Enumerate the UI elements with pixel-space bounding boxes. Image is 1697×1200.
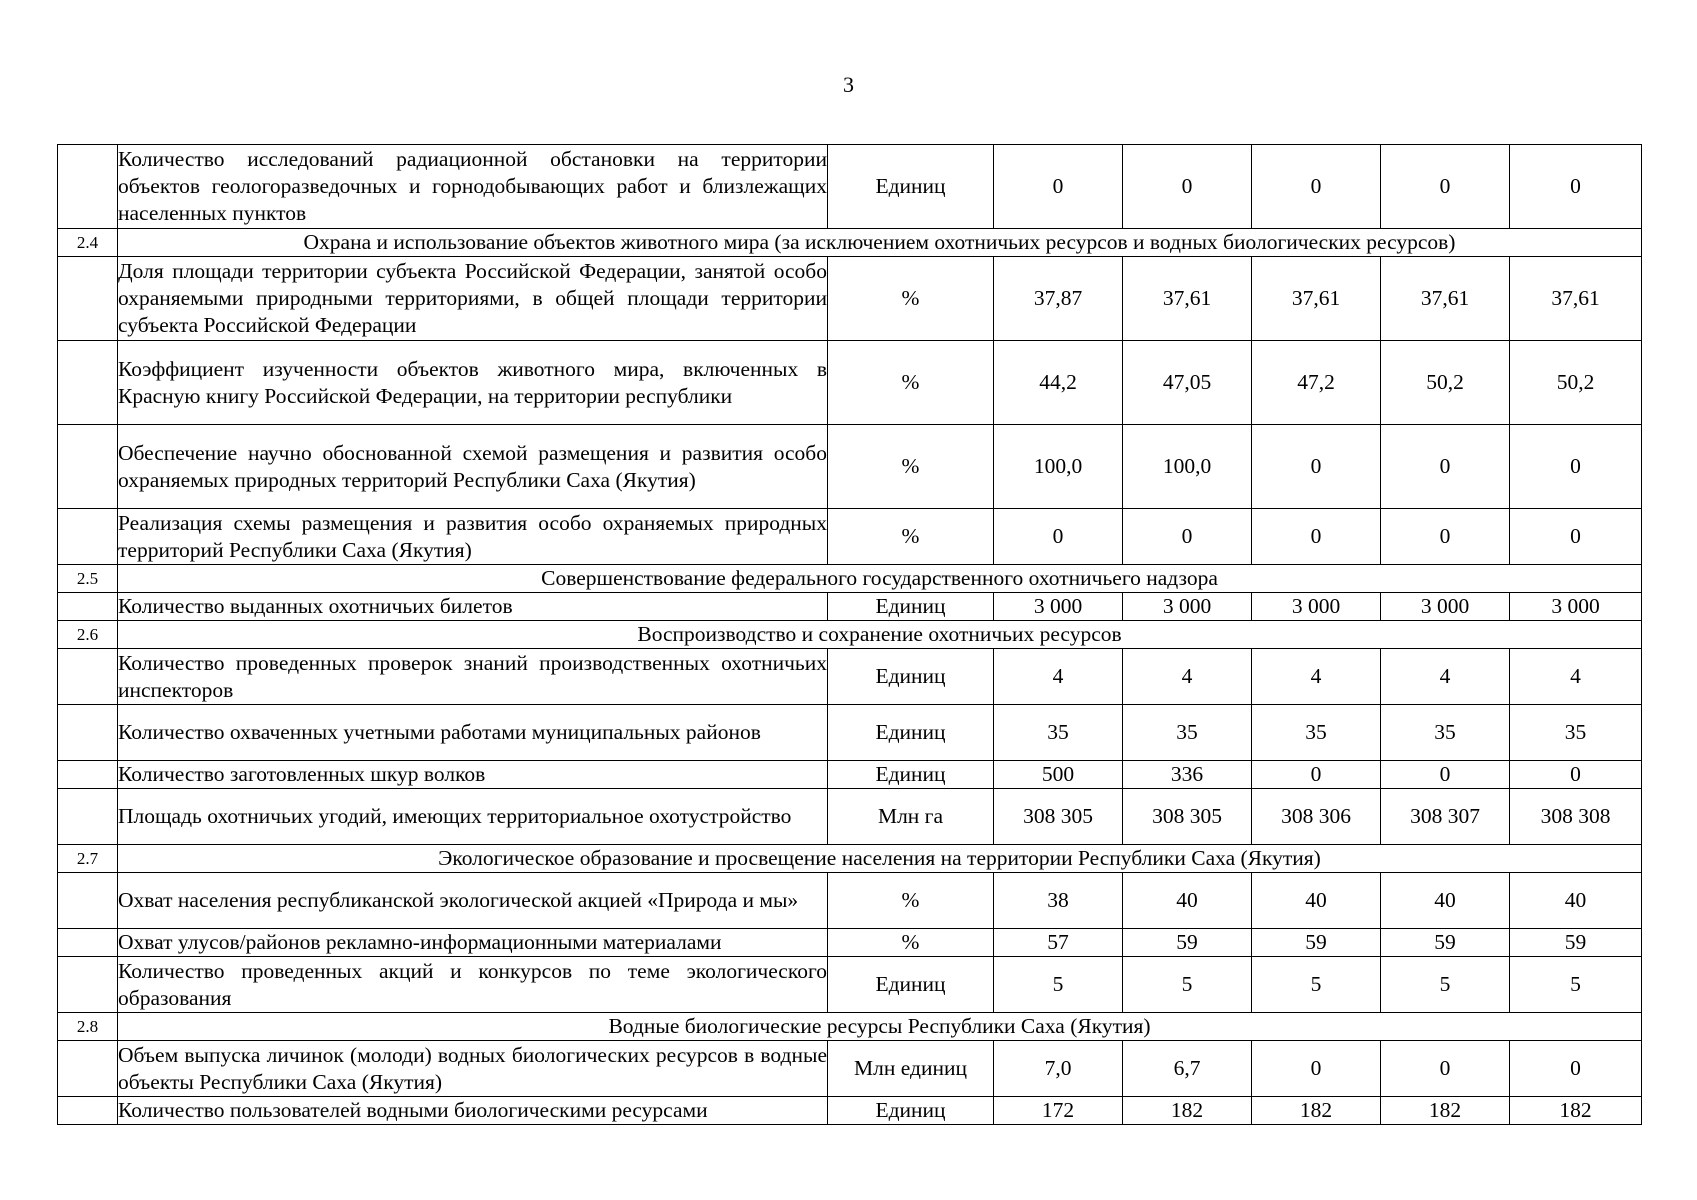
value-cell: 0	[1381, 509, 1510, 565]
table-row	[58, 593, 1642, 621]
indicator-name: Количество проведенных проверок знаний производственных охотничьих инспекторов	[118, 649, 828, 705]
row-number	[58, 649, 118, 705]
value-cell: 40	[1123, 873, 1252, 929]
table-row	[58, 789, 1642, 845]
value-cell: 35	[1510, 705, 1642, 761]
table-row	[58, 873, 1642, 929]
value-cell: 37,61	[1252, 257, 1381, 341]
section-title: Совершенствование федерального государственного охотничьего надзора	[118, 565, 1642, 593]
value-cell: 35	[1123, 705, 1252, 761]
unit-cell: Млн га	[828, 789, 994, 845]
table-row	[58, 257, 1642, 341]
value-cell: 172	[994, 1097, 1123, 1125]
value-cell: 37,61	[1510, 257, 1642, 341]
value-cell: 44,2	[994, 341, 1123, 425]
row-number: 2.7	[58, 845, 118, 873]
indicator-name: Охват населения республиканской экологической акцией «Природа и мы»	[118, 873, 828, 929]
value-cell: 0	[1252, 145, 1381, 229]
value-cell: 47,05	[1123, 341, 1252, 425]
value-cell: 4	[1381, 649, 1510, 705]
value-cell: 38	[994, 873, 1123, 929]
unit-cell: %	[828, 929, 994, 957]
value-cell: 182	[1123, 1097, 1252, 1125]
table-row	[58, 649, 1642, 705]
indicator-name: Коэффициент изученности объектов животного мира, включенных в Красную книгу Российской Федерации, на территории республики	[118, 341, 828, 425]
section-row	[58, 621, 1642, 649]
indicator-name: Количество заготовленных шкур волков	[118, 761, 828, 789]
value-cell: 59	[1510, 929, 1642, 957]
row-number	[58, 1097, 118, 1125]
value-cell: 57	[994, 929, 1123, 957]
value-cell: 6,7	[1123, 1041, 1252, 1097]
row-number	[58, 425, 118, 509]
unit-cell: %	[828, 341, 994, 425]
row-number	[58, 145, 118, 229]
page-number: 3	[843, 72, 854, 97]
row-number	[58, 509, 118, 565]
indicator-name: Количество исследований радиационной обстановки на территории объектов геологоразведочных и горнодобывающих работ и близлежащих населенных пунктов	[118, 145, 828, 229]
value-cell: 50,2	[1381, 341, 1510, 425]
value-cell: 0	[994, 145, 1123, 229]
value-cell: 0	[994, 509, 1123, 565]
row-number	[58, 761, 118, 789]
row-number	[58, 873, 118, 929]
row-number	[58, 257, 118, 341]
value-cell: 0	[1123, 509, 1252, 565]
row-number	[58, 705, 118, 761]
value-cell: 59	[1381, 929, 1510, 957]
section-row	[58, 229, 1642, 257]
value-cell: 47,2	[1252, 341, 1381, 425]
value-cell: 35	[1252, 705, 1381, 761]
value-cell: 0	[1381, 425, 1510, 509]
value-cell: 4	[994, 649, 1123, 705]
unit-cell: Единиц	[828, 1097, 994, 1125]
value-cell: 3 000	[1510, 593, 1642, 621]
value-cell: 50,2	[1510, 341, 1642, 425]
indicators-table	[57, 144, 1642, 1125]
indicator-name: Охват улусов/районов рекламно-информационными материалами	[118, 929, 828, 957]
value-cell: 5	[1123, 957, 1252, 1013]
section-title: Водные биологические ресурсы Республики Саха (Якутия)	[118, 1013, 1642, 1041]
table-row	[58, 145, 1642, 229]
unit-cell: Единиц	[828, 593, 994, 621]
table-row	[58, 957, 1642, 1013]
table-row	[58, 341, 1642, 425]
value-cell: 3 000	[1381, 593, 1510, 621]
row-number: 2.6	[58, 621, 118, 649]
row-number: 2.5	[58, 565, 118, 593]
table-row	[58, 1041, 1642, 1097]
value-cell: 0	[1510, 1041, 1642, 1097]
value-cell: 182	[1252, 1097, 1381, 1125]
unit-cell: Единиц	[828, 957, 994, 1013]
row-number	[58, 593, 118, 621]
value-cell: 37,61	[1381, 257, 1510, 341]
section-row	[58, 1013, 1642, 1041]
table-row	[58, 1097, 1642, 1125]
value-cell: 59	[1123, 929, 1252, 957]
table-row	[58, 509, 1642, 565]
value-cell: 3 000	[1123, 593, 1252, 621]
value-cell: 4	[1252, 649, 1381, 705]
row-number	[58, 957, 118, 1013]
unit-cell: Единиц	[828, 761, 994, 789]
value-cell: 37,87	[994, 257, 1123, 341]
row-number	[58, 929, 118, 957]
value-cell: 0	[1381, 761, 1510, 789]
value-cell: 40	[1510, 873, 1642, 929]
table-row	[58, 425, 1642, 509]
row-number	[58, 1041, 118, 1097]
indicator-name: Обеспечение научно обоснованной схемой размещения и развития особо охраняемых природных территорий Республики Саха (Якутия)	[118, 425, 828, 509]
value-cell: 0	[1381, 145, 1510, 229]
section-row	[58, 565, 1642, 593]
table-row	[58, 761, 1642, 789]
value-cell: 35	[1381, 705, 1510, 761]
value-cell: 59	[1252, 929, 1381, 957]
unit-cell: %	[828, 425, 994, 509]
value-cell: 0	[1252, 761, 1381, 789]
value-cell: 308 308	[1510, 789, 1642, 845]
indicator-name: Количество проведенных акций и конкурсов по теме экологического образования	[118, 957, 828, 1013]
unit-cell: Единиц	[828, 649, 994, 705]
value-cell: 100,0	[1123, 425, 1252, 509]
row-number	[58, 789, 118, 845]
value-cell: 3 000	[994, 593, 1123, 621]
value-cell: 100,0	[994, 425, 1123, 509]
unit-cell: %	[828, 509, 994, 565]
unit-cell: %	[828, 873, 994, 929]
value-cell: 4	[1123, 649, 1252, 705]
value-cell: 5	[1252, 957, 1381, 1013]
value-cell: 0	[1252, 509, 1381, 565]
table-body	[58, 145, 1642, 1125]
value-cell: 308 307	[1381, 789, 1510, 845]
value-cell: 5	[994, 957, 1123, 1013]
value-cell: 40	[1252, 873, 1381, 929]
value-cell: 308 305	[1123, 789, 1252, 845]
value-cell: 308 306	[1252, 789, 1381, 845]
value-cell: 4	[1510, 649, 1642, 705]
section-title: Воспроизводство и сохранение охотничьих ресурсов	[118, 621, 1642, 649]
indicator-name: Количество охваченных учетными работами муниципальных районов	[118, 705, 828, 761]
section-row	[58, 845, 1642, 873]
row-number: 2.4	[58, 229, 118, 257]
value-cell: 500	[994, 761, 1123, 789]
value-cell: 0	[1510, 509, 1642, 565]
value-cell: 0	[1252, 425, 1381, 509]
indicator-name: Площадь охотничьих угодий, имеющих территориальное охотустройство	[118, 789, 828, 845]
value-cell: 5	[1381, 957, 1510, 1013]
value-cell: 0	[1381, 1041, 1510, 1097]
indicator-name: Доля площади территории субъекта Российской Федерации, занятой особо охраняемыми природными территориями, в общей площади территории субъекта Российской Федерации	[118, 257, 828, 341]
value-cell: 0	[1123, 145, 1252, 229]
row-number: 2.8	[58, 1013, 118, 1041]
value-cell: 35	[994, 705, 1123, 761]
value-cell: 7,0	[994, 1041, 1123, 1097]
row-number	[58, 341, 118, 425]
value-cell: 5	[1510, 957, 1642, 1013]
value-cell: 0	[1510, 425, 1642, 509]
value-cell: 0	[1252, 1041, 1381, 1097]
unit-cell: Единиц	[828, 705, 994, 761]
table-row	[58, 705, 1642, 761]
value-cell: 182	[1510, 1097, 1642, 1125]
value-cell: 40	[1381, 873, 1510, 929]
value-cell: 182	[1381, 1097, 1510, 1125]
unit-cell: Единиц	[828, 145, 994, 229]
value-cell: 336	[1123, 761, 1252, 789]
unit-cell: %	[828, 257, 994, 341]
unit-cell: Млн единиц	[828, 1041, 994, 1097]
section-title: Охрана и использование объектов животного мира (за исключением охотничьих ресурсов и водных биологических ресурсов)	[118, 229, 1642, 257]
indicator-name: Объем выпуска личинок (молоди) водных биологических ресурсов в водные объекты Республики Саха (Якутия)	[118, 1041, 828, 1097]
table-row	[58, 929, 1642, 957]
indicator-name: Количество выданных охотничьих билетов	[118, 593, 828, 621]
section-title: Экологическое образование и просвещение населения на территории Республики Саха (Якутия)	[118, 845, 1642, 873]
value-cell: 308 305	[994, 789, 1123, 845]
indicator-name: Реализация схемы размещения и развития особо охраняемых природных территорий Республики Саха (Якутия)	[118, 509, 828, 565]
indicator-name: Количество пользователей водными биологическими ресурсами	[118, 1097, 828, 1125]
value-cell: 0	[1510, 145, 1642, 229]
value-cell: 0	[1510, 761, 1642, 789]
value-cell: 37,61	[1123, 257, 1252, 341]
value-cell: 3 000	[1252, 593, 1381, 621]
